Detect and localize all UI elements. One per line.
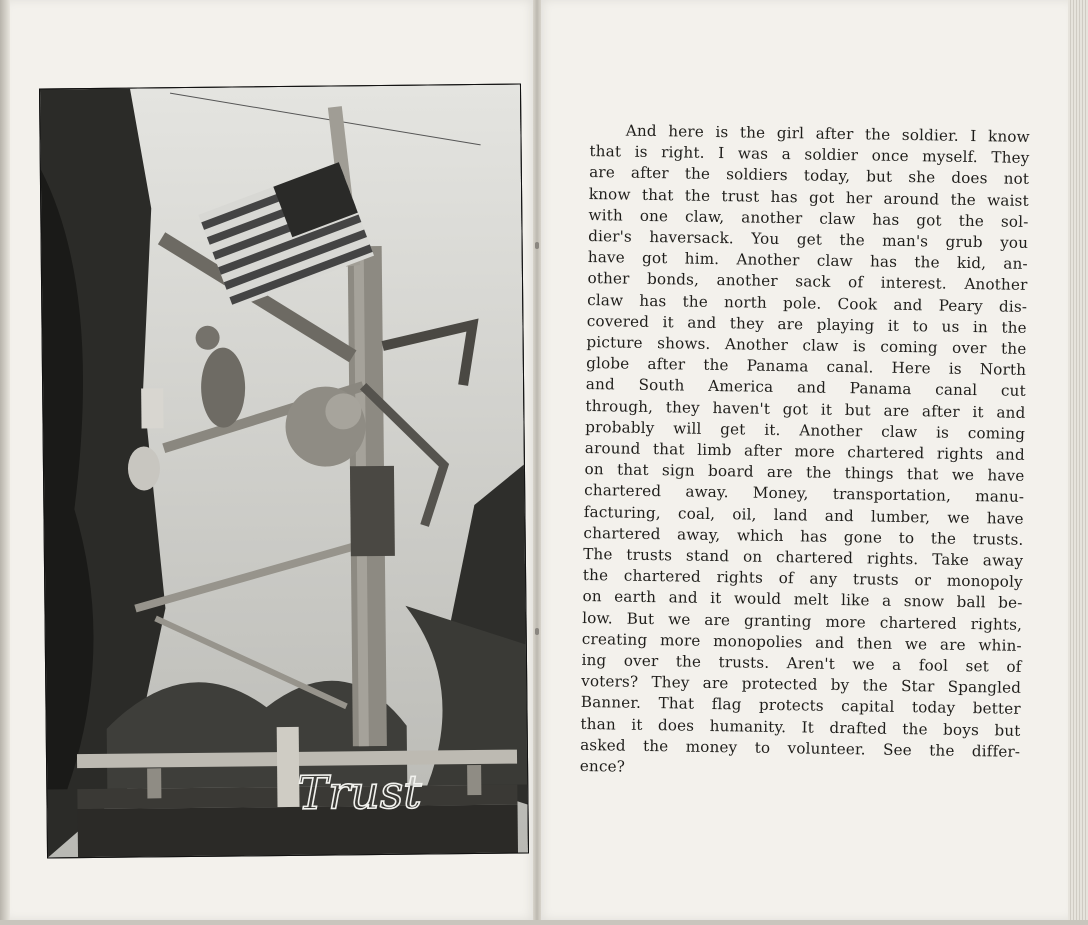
text-line: other bonds, another sack of interest. Another xyxy=(587,269,1028,295)
text-line: voters? They are protected by the Star Spangled xyxy=(581,672,1022,698)
text-line: The trusts stand on chartered rights. Take away xyxy=(583,545,1024,570)
trust-photograph xyxy=(39,83,529,858)
text-line: creating more monopolies and then we are whin- xyxy=(581,629,1022,655)
text-line: asked the money to volunteer. See the differ- xyxy=(580,735,1021,761)
text-line: with one claw, another claw has got the sol- xyxy=(588,205,1029,231)
text-line: and South America and Panama canal cut xyxy=(585,375,1026,401)
photo-caption: Trust xyxy=(297,764,423,820)
text-line: around that limb after more chartered rights and xyxy=(584,439,1025,464)
text-line: through, they haven't got it but are after it and xyxy=(585,396,1026,422)
text-line: globe after the Panama canal. Here is North xyxy=(586,354,1027,380)
text-line: Banner. That flag protects capital today better xyxy=(580,693,1021,719)
text-line: on that sign board are the things that we have xyxy=(584,460,1025,486)
bottom-edge xyxy=(0,920,1088,925)
text-line: covered it and they are playing it to us in the xyxy=(586,311,1027,337)
text-line: And here is the girl after the soldier. I know xyxy=(625,121,1030,146)
staple-top xyxy=(535,242,539,249)
page-stack-edge xyxy=(1068,0,1088,925)
text-line: low. But we are granting more chartered rights, xyxy=(582,608,1023,634)
text-line: ence? xyxy=(579,757,626,776)
text-line: picture shows. Another claw is coming over the xyxy=(586,333,1027,358)
body-text xyxy=(580,120,1030,784)
book-gutter xyxy=(533,0,541,920)
text-line: ing over the trusts. Aren't we a fool set of xyxy=(581,651,1022,676)
text-line: that is right. I was a soldier once myself. They xyxy=(589,142,1030,168)
text-line: are after the soldiers today, but she does not xyxy=(589,163,1030,189)
text-line: chartered away. Money, transportation, manu- xyxy=(584,481,1025,507)
staple-bottom xyxy=(535,628,539,635)
text-line: dier's haversack. You get the man's grub you xyxy=(588,227,1029,252)
text-line: chartered away, which has gone to the trusts. xyxy=(583,523,1024,549)
tree-sculpture-photo-icon xyxy=(40,85,528,858)
text-line: claw has the north pole. Cook and Peary dis- xyxy=(587,290,1028,316)
text-line: than it does humanity. It drafted the boys but xyxy=(580,714,1021,740)
text-line: facturing, coal, oil, land and lumber, we have xyxy=(583,502,1024,528)
text-line: have got him. Another claw has the kid, an- xyxy=(587,248,1028,274)
text-line: probably will get it. Another claw is coming xyxy=(585,417,1026,443)
left-page-edge xyxy=(0,0,10,925)
text-line: know that the trust has got her around the waist xyxy=(588,184,1029,210)
text-line: on earth and it would melt like a snow ball be- xyxy=(582,587,1023,613)
text-line: the chartered rights of any trusts or monopoly xyxy=(582,566,1023,592)
